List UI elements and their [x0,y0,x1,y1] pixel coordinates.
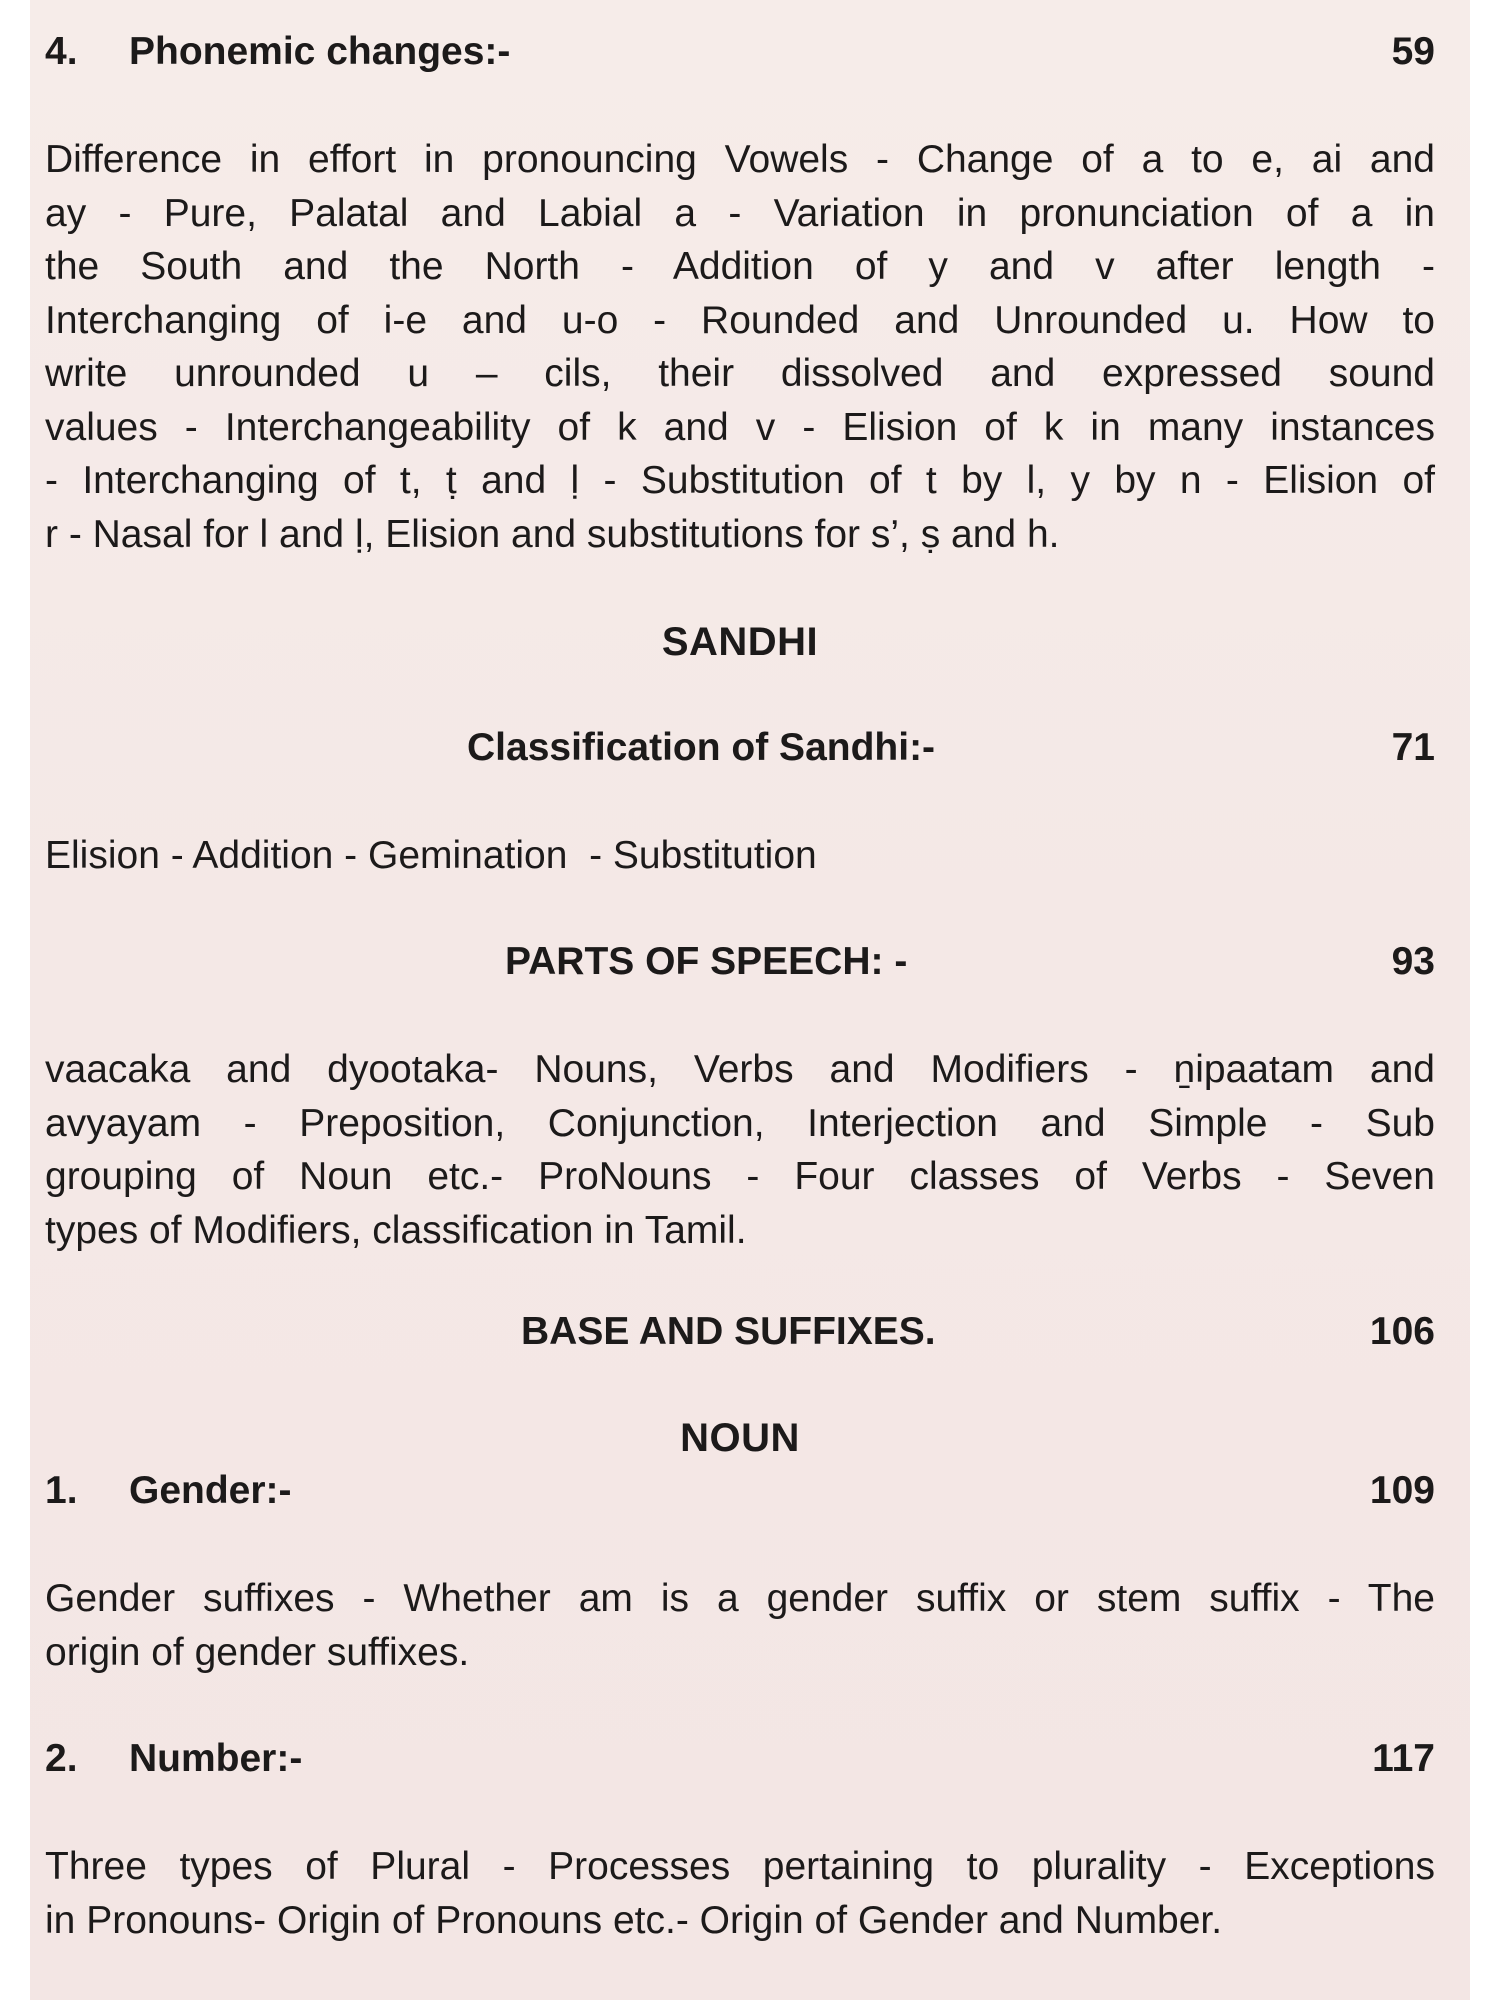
text-line: the South and the North - Addition of y and v after length - [45,245,1435,288]
page-number: 117 [1372,1737,1435,1780]
text-line: Gender suffixes - Whether am is a gender suffix or stem suffix - The [45,1577,1435,1620]
section-phonemic-header [45,25,1435,79]
text-line: grouping of Noun etc.- ProNouns - Four classes of Verbs - Seven [45,1155,1435,1198]
noun-heading-row [45,1411,1435,1465]
gender-description [45,1572,1435,1679]
sandhi-heading-row [45,615,1435,669]
section-number: 1. [45,1469,78,1512]
sandhi-classification-row [45,721,1435,775]
page-number: 59 [1391,30,1435,73]
text-line: r - Nasal for l and ḷ, Elision and substitutions for s’, ṣ and h. [45,512,1060,556]
text-line: vaacaka and dyootaka- Nouns, Verbs and Modifiers - ṉipaatam and [45,1048,1435,1091]
section-heading: BASE AND SUFFIXES. [521,1310,936,1353]
section-number: 4. [45,30,78,73]
section-title: Phonemic changes:- [129,30,511,73]
base-suffixes-row [45,1305,1435,1359]
section-number: 2. [45,1737,78,1780]
text-line: Three types of Plural - Processes pertaining to plurality - Exceptions [45,1845,1435,1888]
section-number-header [45,1732,1435,1786]
page-number: 93 [1391,940,1435,983]
text-line: write unrounded u – cils, their dissolved and expressed sound [45,352,1435,395]
sandhi-description [45,829,1435,883]
text-line: avyayam - Preposition, Conjunction, Interjection and Simple - Sub [45,1101,1435,1145]
parts-of-speech-row [45,935,1435,989]
text-line: Interchanging of i-e and u-o - Rounded and Unrounded u. How to [45,298,1435,342]
text-line: ay - Pure, Palatal and Labial a - Variation in pronunciation of a in [45,191,1435,235]
section-title: Gender:- [129,1469,292,1512]
section-title: Number:- [129,1737,303,1780]
section-heading: SANDHI [661,620,819,664]
text-line: Difference in effort in pronouncing Vowels - Change of a to e, ai and [45,138,1435,181]
section-heading: NOUN [680,1416,800,1460]
page-number: 71 [1391,726,1435,769]
text-line: - Interchanging of t, ṭ and ḷ - Substitution of t by l, y by n - Elision of [45,459,1435,502]
subsection-title: Classification of Sandhi:- [467,726,936,769]
text-line: Elision - Addition - Gemination - Substitution [45,834,817,877]
speech-description [45,1043,1435,1257]
text-line: values - Interchangeability of k and v - Elision of k in many instances [45,405,1435,449]
text-line: types of Modifiers, classification in Tamil. [45,1208,747,1252]
phonemic-description [45,133,1435,561]
text-line: origin of gender suffixes. [45,1630,470,1674]
section-gender-header [45,1464,1435,1518]
section-heading: PARTS OF SPEECH: - [505,940,908,983]
number-description [45,1840,1435,1947]
text-line: in Pronouns- Origin of Pronouns etc.- Origin of Gender and Number. [45,1898,1223,1942]
page-number: 109 [1369,1469,1435,1512]
page-number: 106 [1369,1310,1435,1353]
